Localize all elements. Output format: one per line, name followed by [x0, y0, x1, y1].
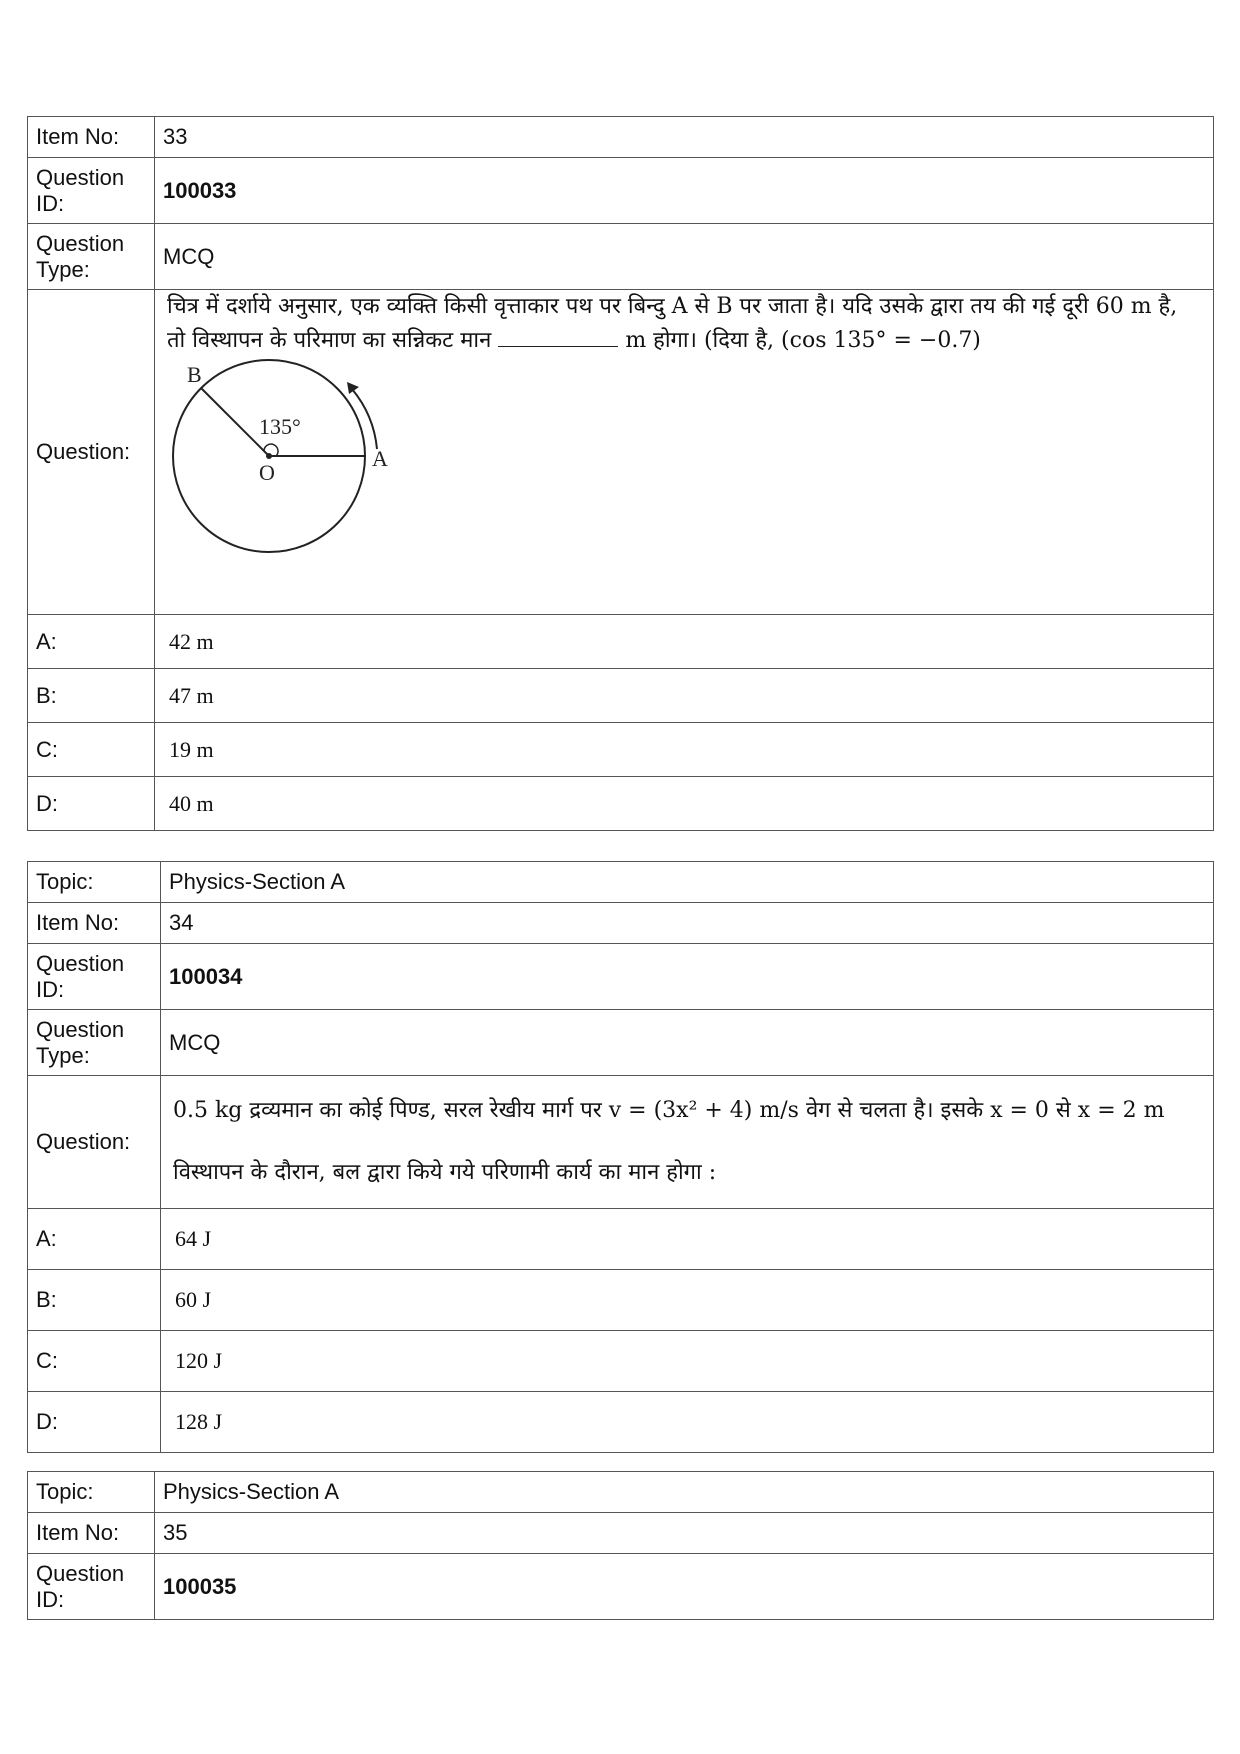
option-b-value: 47 m	[155, 669, 1214, 723]
circle-diagram	[167, 354, 407, 554]
question-text-part1: चित्र में दर्शाये अनुसार, एक व्यक्ति किसी वृत्ताकार पथ पर बिन्दु A से B पर जाता है। यदि उसके द्वारा तय की गई दूरी 60 m है, तो विस्थापन के परिमाण का सन्निकट मान	[167, 294, 1178, 353]
question-type-label: Question Type:	[28, 1010, 161, 1076]
item-no-label: Item No:	[28, 903, 161, 944]
option-a-value: 42 m	[155, 615, 1214, 669]
question-type-value: MCQ	[161, 1010, 1214, 1076]
question-id-label: Question ID:	[28, 944, 161, 1010]
option-b-value: 60 J	[161, 1270, 1214, 1331]
item-no-value: 33	[155, 117, 1214, 158]
question-table-33	[27, 116, 1214, 831]
question-id-value: 100033	[155, 158, 1214, 224]
option-d-label: D:	[28, 777, 155, 831]
option-d-value: 40 m	[155, 777, 1214, 831]
question-label: Question:	[28, 290, 155, 615]
question-id-label: Question ID:	[28, 158, 155, 224]
item-no-value: 35	[155, 1513, 1214, 1554]
option-a-value: 64 J	[161, 1209, 1214, 1270]
topic-label: Topic:	[28, 862, 161, 903]
question-text: 0.5 kg द्रव्यमान का कोई पिण्ड, सरल रेखीय मार्ग पर v = (3x² + 4) m/s वेग से चलता है। इसके x = 0 से x = 2 m विस्थापन के दौरान, बल द्वारा किये गये परिणामी कार्य का मान होगा :	[161, 1076, 1214, 1209]
option-c-label: C:	[28, 723, 155, 777]
question-id-value: 100034	[161, 944, 1214, 1010]
question-text-part2: m होगा। (दिया है, (cos 135° = −0.7)	[625, 328, 981, 353]
option-c-value: 19 m	[155, 723, 1214, 777]
option-a-label: A:	[28, 1209, 161, 1270]
question-table-34	[27, 861, 1214, 1453]
item-no-label: Item No:	[28, 117, 155, 158]
question-type-value: MCQ	[155, 224, 1214, 290]
answer-blank	[498, 320, 618, 347]
item-no-label: Item No:	[28, 1513, 155, 1554]
option-d-value: 128 J	[161, 1392, 1214, 1453]
question-id-label: Question ID:	[28, 1554, 155, 1620]
question-text	[155, 290, 1214, 615]
topic-value: Physics-Section A	[155, 1472, 1214, 1513]
option-b-label: B:	[28, 669, 155, 723]
option-c-value: 120 J	[161, 1331, 1214, 1392]
label-o: O	[259, 460, 275, 485]
option-d-label: D:	[28, 1392, 161, 1453]
label-b: B	[187, 362, 202, 387]
option-c-label: C:	[28, 1331, 161, 1392]
angle-label: 135°	[259, 414, 301, 439]
option-a-label: A:	[28, 615, 155, 669]
label-a: A	[372, 446, 388, 471]
option-b-label: B:	[28, 1270, 161, 1331]
item-no-value: 34	[161, 903, 1214, 944]
question-label: Question:	[28, 1076, 161, 1209]
question-type-label: Question Type:	[28, 224, 155, 290]
topic-label: Topic:	[28, 1472, 155, 1513]
topic-value: Physics-Section A	[161, 862, 1214, 903]
question-table-35	[27, 1471, 1214, 1620]
question-id-value: 100035	[155, 1554, 1214, 1620]
